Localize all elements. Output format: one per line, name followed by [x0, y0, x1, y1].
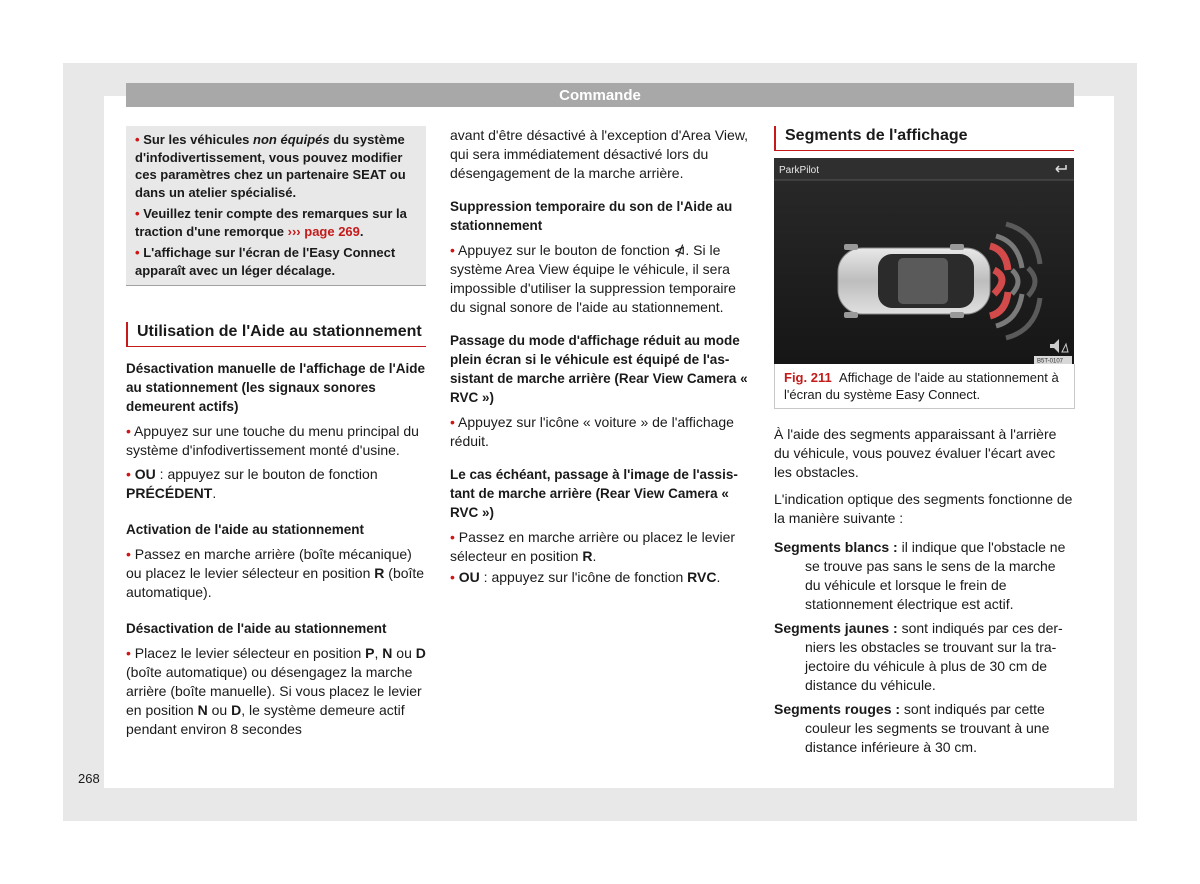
parkpilot-screen	[774, 158, 1074, 364]
link-arrows: ›››	[287, 223, 301, 239]
list-item: • Passez en marche arrière (boîte mécanique) ou placez le levier sélecteur en position R (boîte automatique).	[126, 546, 425, 600]
note-item: • Veuillez tenir compte des remarques sur la traction d'une remorque ››› page 269.	[135, 206, 407, 239]
note-item: • L'affichage sur l'écran de l'Easy Connect apparaît avec un léger décalage.	[135, 245, 396, 278]
image-code: B5T-0107	[1037, 358, 1064, 364]
list-item: • Placez le levier sélecteur en position P, N ou D (boîte automatique) ou désengagez la marche arrière (boîte manuelle). Si vous placez le levier en position N ou D, le système demeure actif pendant environ 8 secondes	[126, 645, 426, 737]
subheading: Désactivation de l'aide au stationnement	[126, 621, 387, 636]
list-item: • OU : appuyez sur le bouton de fonction PRÉCÉDENT.	[126, 466, 378, 501]
subheading: Passage du mode d'affichage réduit au mode plein écran si le véhicule est équipé de l'assistant de marche arrière (Rear View Camera « RVC »)	[450, 333, 748, 405]
section-heading: Utilisation de l'Aide au stationnement	[126, 322, 426, 347]
list-item: • OU : appuyez sur l'icône de fonction RVC.	[450, 569, 721, 585]
bullet: •	[135, 132, 140, 147]
parkpilot-illustration	[774, 158, 1074, 364]
section-heading: Segments de l'affichage	[774, 126, 1074, 151]
paragraph: À l'aide des segments apparaissant à l'arrière du véhicule, vous pouvez évaluer l'écart avec les obstacles.	[774, 426, 1057, 480]
list-item: • Appuyez sur le bouton de fonction ⋪. Si le système Area View équipe le véhicule, il sera impossible d'utiliser la suppression temporaire du signal sonore de l'aide au stationnement.	[450, 242, 736, 315]
bullet: •	[135, 245, 140, 260]
segment-definition: Segments blancs : il indique que l'obstacle ne se trouve pas sans le sens de la marche du véhicule et lorsque le frein de stationnement électrique est actif.	[774, 539, 1066, 612]
page-number: 268	[78, 771, 100, 786]
list-item: • Appuyez sur l'icône « voiture » de l'affichage réduit.	[450, 414, 734, 449]
paragraph: L'indication optique des segments fonctionne de la manière suivante :	[774, 491, 1073, 526]
segment-definition: Segments jaunes : sont indiqués par ces derniers les obstacles se trouvant sur la trajectoire du véhicule à plus de 30 cm de distance du véhicule.	[774, 620, 1063, 693]
subheading: Le cas échéant, passage à l'image de l'assistant de marche arrière (Rear View Camera « RVC »)	[450, 467, 738, 520]
paragraph: avant d'être désactivé à l'exception d'Area View, qui sera immédiatement désactivé lors du désengagement de la marche arrière.	[450, 127, 749, 181]
list-item: • Appuyez sur une touche du menu principal du système d'infodivertissement monté d'usine.	[126, 423, 419, 458]
figure-label: Fig. 211	[784, 370, 832, 385]
subheading: Désactivation manuelle de l'affichage de l'Aide au stationnement (les signaux sonores demeurent actifs)	[126, 361, 426, 414]
chapter-header: Commande	[126, 83, 1074, 107]
subheading: Suppression temporaire du son de l'Aide au stationnement	[450, 199, 733, 233]
column-right	[774, 126, 1074, 762]
car-icon[interactable]	[838, 244, 990, 318]
segment-definition: Segments rouges : sont indiqués par cette couleur les segments se trouvant à une distance inférieure à 30 cm.	[774, 701, 1050, 755]
bullet: •	[135, 206, 140, 221]
screen-title: ParkPilot	[779, 165, 820, 176]
figure-caption: Fig. 211 Affichage de l'aide au stationnement à l'écran du système Easy Connect.	[774, 364, 1075, 409]
column-middle	[450, 126, 750, 592]
subheading: Activation de l'aide au stationnement	[126, 522, 365, 537]
page-link[interactable]: page 269	[304, 223, 360, 239]
note-item: • Sur les véhicules non équipés du système d'infodivertissement, vous pouvez modifier ces paramètres chez un partenaire SEAT ou dans un atelier spécialisé.	[135, 132, 406, 200]
note-box	[126, 126, 426, 286]
list-item: • Passez en marche arrière ou placez le levier sélecteur en position R.	[450, 529, 736, 564]
column-left	[126, 126, 426, 744]
